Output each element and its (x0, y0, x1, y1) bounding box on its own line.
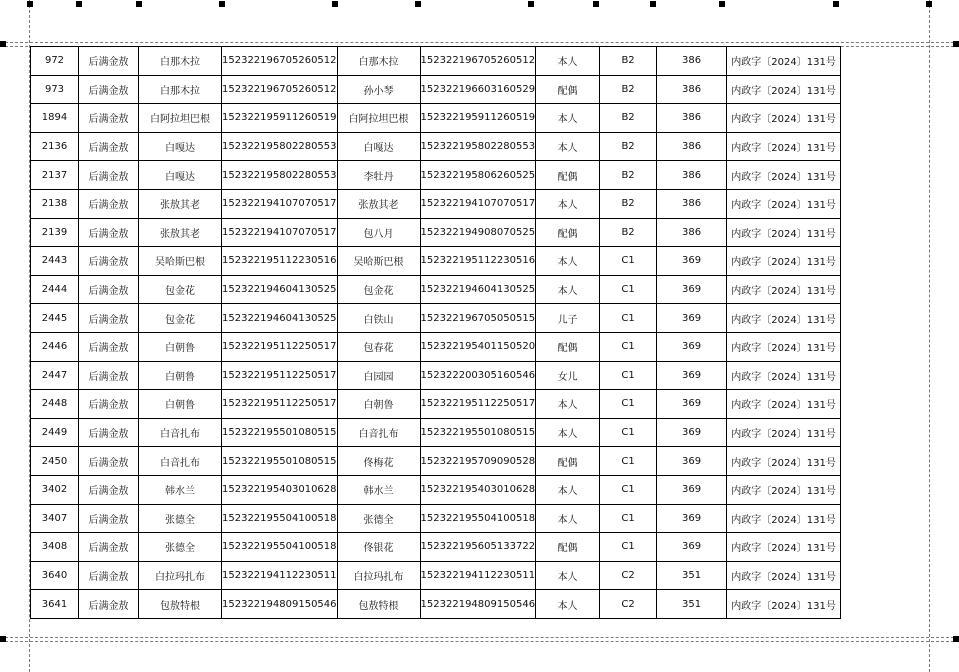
table-cell[interactable]: 包敖特根 (139, 590, 222, 619)
table-cell[interactable]: 儿子 (536, 304, 600, 333)
table-cell[interactable]: 白音扎布 (139, 418, 222, 447)
table-cell[interactable]: 内政字〔2024〕131号 (727, 447, 841, 476)
table-cell[interactable]: 369 (657, 275, 727, 304)
table-cell[interactable]: 152322194107070517 (222, 189, 338, 218)
table-cell[interactable]: 152322195504100518 (222, 533, 338, 562)
table-row (31, 304, 841, 333)
table-cell[interactable]: 张德全 (139, 533, 222, 562)
table-row (31, 533, 841, 562)
table-cell[interactable]: 369 (657, 304, 727, 333)
table-cell[interactable]: 后满金敖 (79, 47, 139, 76)
table-cell[interactable]: 972 (31, 47, 79, 76)
table-cell[interactable]: 152322195802280553 (222, 161, 338, 190)
table-cell[interactable]: C1 (600, 504, 657, 533)
table-row (31, 475, 841, 504)
table-cell[interactable]: 2138 (31, 189, 79, 218)
table-cell[interactable]: 张德全 (139, 504, 222, 533)
table-cell[interactable]: 386 (657, 75, 727, 104)
table-cell[interactable]: 孙小琴 (337, 75, 420, 104)
table-cell[interactable]: 白那木拉 (139, 47, 222, 76)
table-cell[interactable]: 张敖其老 (139, 189, 222, 218)
table-cell[interactable]: 152322194604130525 (222, 304, 338, 333)
table-cell[interactable]: 152322196705260512 (222, 47, 338, 76)
table-cell[interactable]: 本人 (536, 275, 600, 304)
table-cell[interactable]: 白拉玛扎布 (139, 561, 222, 590)
table-cell[interactable]: 后满金敖 (79, 418, 139, 447)
column-handle[interactable] (76, 1, 82, 7)
table-cell[interactable]: 白嘎达 (337, 132, 420, 161)
table-cell[interactable]: 152322195112250517 (420, 390, 536, 419)
table-row (31, 132, 841, 161)
table-cell[interactable]: C1 (600, 418, 657, 447)
table-cell[interactable]: 后满金敖 (79, 104, 139, 133)
table-cell[interactable]: 369 (657, 361, 727, 390)
table-cell[interactable]: 152322195112250517 (222, 390, 338, 419)
table-cell[interactable]: 内政字〔2024〕131号 (727, 418, 841, 447)
table-body (31, 47, 841, 619)
table-cell[interactable]: 李牡丹 (337, 161, 420, 190)
table-cell[interactable]: 内政字〔2024〕131号 (727, 75, 841, 104)
table-cell[interactable]: 张敖其老 (337, 189, 420, 218)
table-cell[interactable]: 386 (657, 104, 727, 133)
table-cell[interactable]: 张敖其老 (139, 218, 222, 247)
table-cell[interactable]: 152322195401150520 (420, 332, 536, 361)
table-cell[interactable]: 白拉玛扎布 (337, 561, 420, 590)
table-cell[interactable]: 2449 (31, 418, 79, 447)
table-cell[interactable]: 152322195802280553 (420, 132, 536, 161)
table-cell[interactable]: 内政字〔2024〕131号 (727, 590, 841, 619)
table-cell[interactable]: 152322194908070525 (420, 218, 536, 247)
row-handle[interactable] (0, 636, 6, 642)
table-cell[interactable]: B2 (600, 132, 657, 161)
table-cell[interactable]: 白阿拉坦巴根 (139, 104, 222, 133)
table-cell[interactable]: C1 (600, 304, 657, 333)
table-cell[interactable]: 本人 (536, 104, 600, 133)
table-row (31, 161, 841, 190)
table-cell[interactable]: 后满金敖 (79, 561, 139, 590)
table-cell[interactable]: 吴哈斯巴根 (139, 247, 222, 276)
table-cell[interactable]: 配偶 (536, 533, 600, 562)
table-row (31, 447, 841, 476)
column-handle[interactable] (27, 1, 33, 7)
table-cell[interactable]: C1 (600, 447, 657, 476)
table-cell[interactable]: C2 (600, 590, 657, 619)
table-cell[interactable]: C1 (600, 475, 657, 504)
table-cell[interactable]: 吴哈斯巴根 (337, 247, 420, 276)
table-cell[interactable]: 2448 (31, 390, 79, 419)
table-cell[interactable]: 配偶 (536, 332, 600, 361)
column-handle[interactable] (528, 1, 534, 7)
table-cell[interactable]: 后满金敖 (79, 361, 139, 390)
table-cell[interactable]: 351 (657, 561, 727, 590)
table-cell[interactable]: 后满金敖 (79, 447, 139, 476)
table-cell[interactable]: 152322196705260512 (222, 75, 338, 104)
table-cell[interactable]: 白朝鲁 (139, 361, 222, 390)
table-cell[interactable]: 白嘎达 (139, 161, 222, 190)
table-cell[interactable]: 386 (657, 218, 727, 247)
table-row (31, 418, 841, 447)
table-cell[interactable]: 152322194604130525 (222, 275, 338, 304)
table-cell[interactable]: 152322196603160529 (420, 75, 536, 104)
table-cell[interactable]: 内政字〔2024〕131号 (727, 390, 841, 419)
table-cell[interactable]: 152322195501080515 (222, 447, 338, 476)
table-cell[interactable]: 后满金敖 (79, 275, 139, 304)
table-cell[interactable]: 152322195806260525 (420, 161, 536, 190)
table-cell[interactable]: 369 (657, 247, 727, 276)
column-handle[interactable] (593, 1, 599, 7)
table-cell[interactable]: 白园园 (337, 361, 420, 390)
table-cell[interactable]: 152322195501080515 (420, 418, 536, 447)
table-cell[interactable]: 包金花 (139, 275, 222, 304)
table-cell[interactable]: 白朝鲁 (337, 390, 420, 419)
table-cell[interactable]: 386 (657, 132, 727, 161)
table-cell[interactable]: 后满金敖 (79, 132, 139, 161)
column-handle[interactable] (833, 1, 839, 7)
table-cell[interactable]: 本人 (536, 47, 600, 76)
column-handle[interactable] (719, 1, 725, 7)
table-cell[interactable]: C1 (600, 247, 657, 276)
data-table (30, 46, 841, 619)
column-handle[interactable] (650, 1, 656, 7)
table-cell[interactable]: 配偶 (536, 447, 600, 476)
table-cell[interactable]: 韩水兰 (139, 475, 222, 504)
right-margin-guide (929, 0, 930, 672)
table-cell[interactable]: 内政字〔2024〕131号 (727, 247, 841, 276)
table-cell[interactable]: 包敖特根 (337, 590, 420, 619)
table-cell[interactable]: 386 (657, 189, 727, 218)
column-handle[interactable] (415, 1, 421, 7)
table-cell[interactable]: 152322194809150546 (222, 590, 338, 619)
table-cell[interactable]: 本人 (536, 475, 600, 504)
table-cell[interactable]: 白朝鲁 (139, 390, 222, 419)
table-cell[interactable]: 包金花 (337, 275, 420, 304)
table-cell[interactable]: 152322195802280553 (222, 132, 338, 161)
table-cell[interactable]: 386 (657, 47, 727, 76)
table-cell[interactable]: 152322195112250517 (222, 361, 338, 390)
table-row (31, 590, 841, 619)
table-cell[interactable]: 佟梅花 (337, 447, 420, 476)
table-cell[interactable]: 后满金敖 (79, 161, 139, 190)
table-cell[interactable]: 152322194112230511 (420, 561, 536, 590)
table-cell[interactable]: 3641 (31, 590, 79, 619)
table-cell[interactable]: 本人 (536, 504, 600, 533)
table-cell[interactable]: 韩水兰 (337, 475, 420, 504)
table-cell[interactable]: 152322195112230516 (420, 247, 536, 276)
table-row (31, 504, 841, 533)
table-cell[interactable]: 152322200305160546 (420, 361, 536, 390)
table-cell[interactable]: 369 (657, 447, 727, 476)
table-cell[interactable]: B2 (600, 104, 657, 133)
table-cell[interactable]: 369 (657, 418, 727, 447)
table-row (31, 361, 841, 390)
table-cell[interactable]: B2 (600, 47, 657, 76)
table-row (31, 75, 841, 104)
table-cell[interactable]: 2446 (31, 332, 79, 361)
table-cell[interactable]: 白嘎达 (139, 132, 222, 161)
table-cell[interactable]: 386 (657, 161, 727, 190)
table-cell[interactable]: 后满金敖 (79, 247, 139, 276)
table-cell[interactable]: 1894 (31, 104, 79, 133)
table-cell[interactable]: 152322195112250517 (222, 332, 338, 361)
table-cell[interactable]: 后满金敖 (79, 304, 139, 333)
table-cell[interactable]: 152322195504100518 (222, 504, 338, 533)
table-cell[interactable]: 后满金敖 (79, 590, 139, 619)
table-cell[interactable]: C1 (600, 533, 657, 562)
table-cell[interactable]: 3407 (31, 504, 79, 533)
table-row (31, 390, 841, 419)
table-cell[interactable]: 内政字〔2024〕131号 (727, 533, 841, 562)
table-cell[interactable]: C1 (600, 332, 657, 361)
table-cell[interactable]: 152322195403010628 (420, 475, 536, 504)
table-cell[interactable]: 内政字〔2024〕131号 (727, 161, 841, 190)
table-cell[interactable]: 369 (657, 504, 727, 533)
table-cell[interactable]: 152322195403010628 (222, 475, 338, 504)
table-cell[interactable]: 369 (657, 332, 727, 361)
table-cell[interactable]: 内政字〔2024〕131号 (727, 47, 841, 76)
table-cell[interactable]: 本人 (536, 247, 600, 276)
table-cell[interactable]: 3408 (31, 533, 79, 562)
table-cell[interactable]: 后满金敖 (79, 332, 139, 361)
table-cell[interactable]: 2136 (31, 132, 79, 161)
table-cell[interactable]: 本人 (536, 590, 600, 619)
table-cell[interactable]: 2137 (31, 161, 79, 190)
table-cell[interactable]: 后满金敖 (79, 189, 139, 218)
column-handle[interactable] (219, 1, 225, 7)
table-cell[interactable]: 后满金敖 (79, 218, 139, 247)
table-cell[interactable]: 2139 (31, 218, 79, 247)
table-cell[interactable]: 152322195605133722 (420, 533, 536, 562)
table-cell[interactable]: 白那木拉 (139, 75, 222, 104)
table-cell[interactable]: 2443 (31, 247, 79, 276)
table-cell[interactable]: 152322194604130525 (420, 275, 536, 304)
table-cell[interactable]: 内政字〔2024〕131号 (727, 189, 841, 218)
table-cell[interactable]: 152322195501080515 (222, 418, 338, 447)
table-cell[interactable]: 内政字〔2024〕131号 (727, 475, 841, 504)
table-cell[interactable]: 152322195911260519 (222, 104, 338, 133)
table-cell[interactable]: 3640 (31, 561, 79, 590)
table-cell[interactable]: 内政字〔2024〕131号 (727, 132, 841, 161)
table-cell[interactable]: 白那木拉 (337, 47, 420, 76)
table-cell[interactable]: 内政字〔2024〕131号 (727, 218, 841, 247)
table-cell[interactable]: 2445 (31, 304, 79, 333)
table-cell[interactable]: B2 (600, 161, 657, 190)
table-cell[interactable]: 佟银花 (337, 533, 420, 562)
table-cell[interactable]: B2 (600, 75, 657, 104)
table-cell[interactable]: 152322195112230516 (222, 247, 338, 276)
table-cell[interactable]: 369 (657, 533, 727, 562)
table-cell[interactable]: 152322195504100518 (420, 504, 536, 533)
table-row (31, 104, 841, 133)
table-cell[interactable]: 后满金敖 (79, 475, 139, 504)
table-cell[interactable]: C2 (600, 561, 657, 590)
table-cell[interactable]: 369 (657, 390, 727, 419)
table-cell[interactable]: 白阿拉坦巴根 (337, 104, 420, 133)
bottom-margin-guide (0, 637, 959, 642)
table-row (31, 218, 841, 247)
row-handle[interactable] (0, 41, 6, 47)
table-cell[interactable]: B2 (600, 218, 657, 247)
table-cell[interactable]: 本人 (536, 561, 600, 590)
table-cell[interactable]: 包春花 (337, 332, 420, 361)
table-cell[interactable]: 内政字〔2024〕131号 (727, 304, 841, 333)
table-cell[interactable]: 内政字〔2024〕131号 (727, 361, 841, 390)
table-cell[interactable]: 配偶 (536, 75, 600, 104)
table-cell[interactable]: 本人 (536, 390, 600, 419)
table-cell[interactable]: 152322196705260512 (420, 47, 536, 76)
table-cell[interactable]: 369 (657, 475, 727, 504)
table-cell[interactable]: 351 (657, 590, 727, 619)
table-cell[interactable]: 后满金敖 (79, 390, 139, 419)
table-cell[interactable]: 973 (31, 75, 79, 104)
table-cell[interactable]: 2444 (31, 275, 79, 304)
table-cell[interactable]: 包八月 (337, 218, 420, 247)
table-cell[interactable]: 内政字〔2024〕131号 (727, 504, 841, 533)
table-cell[interactable]: 本人 (536, 132, 600, 161)
table-cell[interactable]: 3402 (31, 475, 79, 504)
table-cell[interactable]: B2 (600, 189, 657, 218)
table-cell[interactable]: C1 (600, 361, 657, 390)
table-row (31, 332, 841, 361)
table-cell[interactable]: 包金花 (139, 304, 222, 333)
table-row (31, 275, 841, 304)
column-handle[interactable] (136, 1, 142, 7)
table-cell[interactable]: 152322195911260519 (420, 104, 536, 133)
column-handle[interactable] (332, 1, 338, 7)
table-cell[interactable]: 白朝鲁 (139, 332, 222, 361)
column-handle[interactable] (926, 1, 932, 7)
table-cell[interactable]: 女儿 (536, 361, 600, 390)
table-cell[interactable]: 152322194809150546 (420, 590, 536, 619)
table-row (31, 47, 841, 76)
table-row (31, 561, 841, 590)
row-handle[interactable] (953, 41, 959, 47)
table-cell[interactable]: 本人 (536, 189, 600, 218)
table-cell[interactable]: 配偶 (536, 218, 600, 247)
table-cell[interactable]: C1 (600, 275, 657, 304)
table-cell[interactable]: 152322196705050515 (420, 304, 536, 333)
table-cell[interactable]: C1 (600, 390, 657, 419)
table-row (31, 189, 841, 218)
table-cell[interactable]: 张德全 (337, 504, 420, 533)
table-cell[interactable]: 152322194112230511 (222, 561, 338, 590)
table-cell[interactable]: 后满金敖 (79, 533, 139, 562)
table-cell[interactable]: 内政字〔2024〕131号 (727, 104, 841, 133)
table-cell[interactable]: 152322194107070517 (222, 218, 338, 247)
table-cell[interactable]: 152322195709090528 (420, 447, 536, 476)
table-cell[interactable]: 内政字〔2024〕131号 (727, 561, 841, 590)
table-cell[interactable]: 2450 (31, 447, 79, 476)
table-cell[interactable]: 后满金敖 (79, 75, 139, 104)
table-cell[interactable]: 白音扎布 (337, 418, 420, 447)
table-row (31, 247, 841, 276)
table-cell[interactable]: 白铁山 (337, 304, 420, 333)
table-cell[interactable]: 内政字〔2024〕131号 (727, 275, 841, 304)
table-cell[interactable]: 白音扎布 (139, 447, 222, 476)
table-cell[interactable]: 内政字〔2024〕131号 (727, 332, 841, 361)
table-cell[interactable]: 152322194107070517 (420, 189, 536, 218)
table-cell[interactable]: 后满金敖 (79, 504, 139, 533)
row-handle[interactable] (953, 636, 959, 642)
table-cell[interactable]: 配偶 (536, 161, 600, 190)
table-cell[interactable]: 2447 (31, 361, 79, 390)
table-cell[interactable]: 本人 (536, 418, 600, 447)
